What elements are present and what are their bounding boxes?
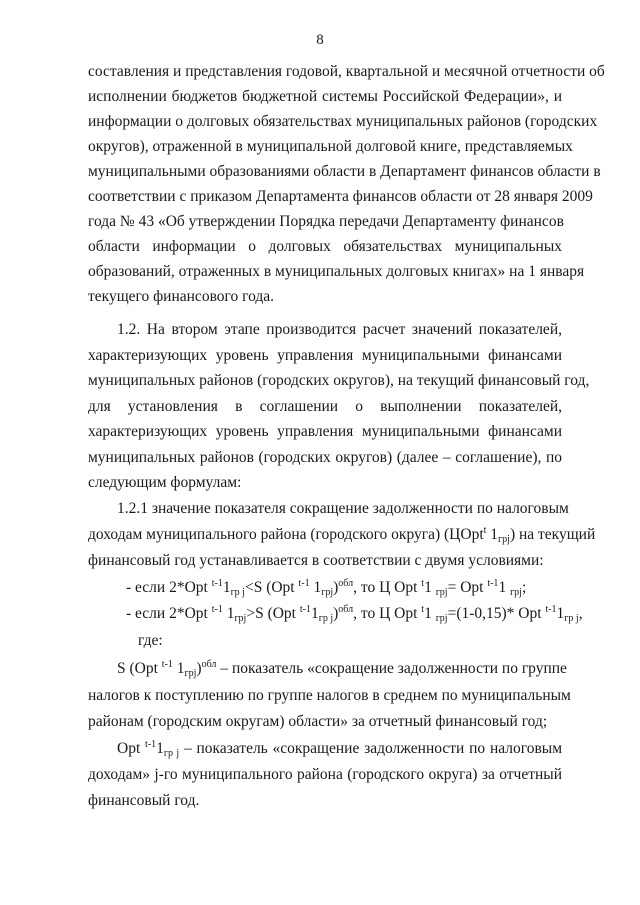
- text-line: образований, отраженных в муниципальных долговых книгах» на 1 января: [88, 263, 585, 280]
- text-line: 1.2. На втором этапе производится расчет значений показателей,: [117, 321, 562, 338]
- text-line: муниципальными образованиями области в Департамент финансов области в: [88, 163, 601, 180]
- text-line: доходам» j-го муниципального района (городского округа) за отчетный: [88, 766, 562, 783]
- text-line: следующим формулам:: [88, 474, 242, 491]
- text-line: характеризующих уровень управления муниципальными финансами: [88, 347, 562, 364]
- text-line: округов), отраженной в муниципальной долговой книге, представляемых: [88, 138, 573, 155]
- text-line: муниципальных районов (городских округов), на текущий финансовый год,: [88, 372, 590, 389]
- text-line: 1.2.1 значение показателя сокращение задолженности по налоговым: [117, 500, 569, 517]
- text-line: соответствии с приказом Департамента финансов области от 28 января 2009: [88, 188, 593, 205]
- text-line: исполнении бюджетов бюджетной системы Российской Федерации», и: [88, 88, 562, 105]
- text-line: финансовый год устанавливается в соответствии с двумя условиями:: [88, 552, 544, 569]
- page-number: 8: [316, 32, 324, 48]
- text-line: налогов к поступлению по группе налогов в среднем по муниципальным: [88, 687, 571, 704]
- text-line: для установления в соглашении о выполнении показателей,: [88, 398, 562, 415]
- definition-line-2: Opt $^{t-1}1_{гр j}$ – показатель «сокращение задолженности по налоговым: [117, 739, 562, 759]
- text-line: характеризующих уровень управления муниципальными финансами: [88, 423, 562, 440]
- text-line: года № 43 «Об утверждении Порядка передачи Департаменту финансов: [88, 213, 564, 230]
- text-line: составления и представления годовой, квартальной и месячной отчетности об: [88, 63, 605, 80]
- definition-line-1: S (Opt $^{t-1}$ $1_{грj})^{обл}$ – показатель «сокращение задолженности по группе: [117, 659, 567, 679]
- text-line: области информации о долговых обязательствах муниципальных: [88, 238, 562, 255]
- text-line: муниципальных районов (городских округов) (далее – соглашение), по: [88, 449, 562, 466]
- text-line: районам (городским округам) области» за отчетный финансовый год;: [88, 713, 548, 730]
- text-line: доходам муниципального района (городского округа) (ЦOpt$^t$ $1_{грj}$) на текущий: [88, 525, 596, 545]
- text-line: где:: [138, 632, 163, 649]
- formula-line-2: - если 2*Opt $^{t-1}$ $1_{грj}>S$ (Opt $^{t-1}1_{гр j})^{обл}$, то Ц Opt $^t$1 $_{грj}$=(1-0,15)* Opt $^{t-1}1_{гр j}$,: [126, 604, 583, 624]
- text-line: информации о долговых обязательствах муниципальных районов (городских: [88, 113, 598, 130]
- text-line: финансовый год.: [88, 792, 200, 809]
- text-line: текущего финансового года.: [88, 288, 275, 305]
- formula-line-1: - если 2*Opt $^{t-1}1_{гр j}<S$ (Opt $^{t-1}$ $1_{грj})^{обл}$, то Ц Opt $^t$1 $_{грj}$= Opt $^{t-1}$1 $_{грj}$;: [126, 578, 527, 598]
